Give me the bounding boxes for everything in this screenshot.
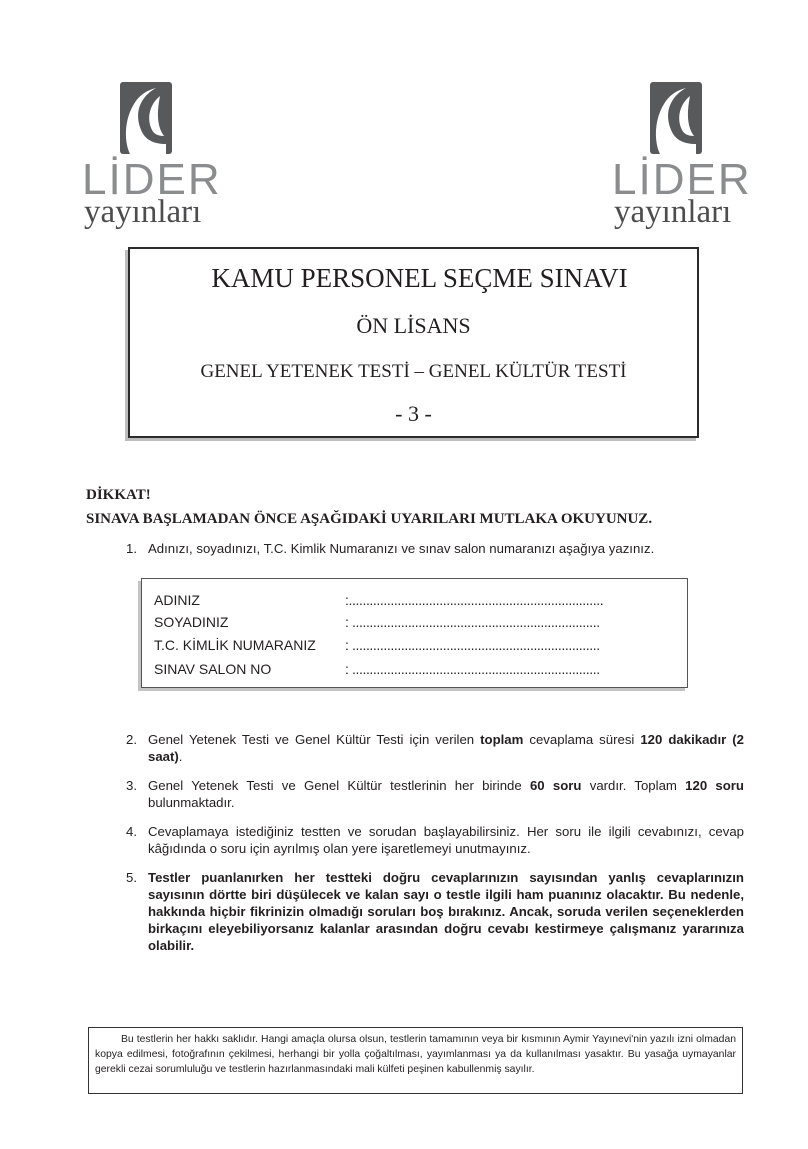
booklet-number: - 3 -: [395, 401, 432, 426]
instruction-text: Testler puanlanırken her testteki doğru cevaplarınızın sayısından yanlış cevaplarınızın sayısının dörtte biri düşülecek ve kalan sayı o testle ilgili ham puanınız olacaktır. Bu nedenle, hakkında hiçbir fikrinizin olmadığı soruları boş bırakınız. Ancak, soruda verilen seçeneklerden birkaçını eleyebiliyorsanız kalanlar arasından doğru cevabı kestirmeye çalışmanız yararınıza olabilir.: [148, 870, 744, 953]
logo-word: LİDER: [612, 155, 752, 204]
copyright-notice: Bu testlerin her hakkı saklıdır. Hangi amaçla olursa olsun, testlerin tamamının veya bir kısmının Aymir Yayınevi'nin yazılı izni olmadan kopya edilmesi, fotoğrafının çekilmesi, herhangi bir yolla çoğaltılması, yayımlanması ya da kullanılması yasaktır. Bu yasağa uymayanlar gerekli cezai sorumluluğu ve testlerin hazırlanmasındaki mali külfeti peşinen kabullenmiş sayılır.: [88, 1027, 743, 1094]
surname-label: SOYADINIZ: [154, 614, 229, 630]
candidate-info-form: [141, 578, 688, 688]
logo-sub: yayınları: [614, 194, 732, 230]
instruction-text: Cevaplamaya istediğiniz testten ve sorudan başlayabilirsiniz. Her soru ile ilgili cevabınızı, cevap kâğıdında o soru için ayrılmış olan yere işaretlemeyi unutmayınız.: [148, 824, 744, 856]
logo-sub: yayınları: [84, 194, 202, 230]
instruction-text: Genel Yetenek Testi ve Genel Kültür Testi için verilen toplam cevaplama süresi 120 dakikadır (2 saat).: [148, 732, 744, 764]
exam-level: ÖN LİSANS: [356, 313, 471, 338]
instruction-5: [126, 869, 744, 954]
warning-subtitle: SINAVA BAŞLAMADAN ÖNCE AŞAĞIDAKİ UYARILARI MUTLAKA OKUYUNUZ.: [86, 511, 653, 527]
logo-emblem-icon: [650, 82, 702, 154]
room-field[interactable]: : .......................................................................: [345, 661, 600, 677]
publisher-logo-right: [612, 82, 762, 232]
instruction-text: Adınızı, soyadınızı, T.C. Kimlik Numaranızı ve sınav salon numaranızı aşağıya yazınız.: [148, 541, 655, 556]
publisher-logo-left: [82, 82, 232, 232]
instruction-text: Genel Yetenek Testi ve Genel Kültür testlerinin her birinde 60 soru vardır. Toplam 120 soru bulunmaktadır.: [148, 778, 744, 810]
id-field[interactable]: : .......................................................................: [345, 637, 600, 653]
logo-emblem-icon: [120, 82, 172, 154]
instruction-number: 3.: [126, 778, 137, 793]
room-label: SINAV SALON NO: [154, 661, 272, 677]
name-field[interactable]: :.........................................................................: [345, 592, 604, 608]
instruction-1: [126, 540, 744, 557]
instruction-4: [126, 823, 744, 857]
instruction-number: 2.: [126, 732, 137, 747]
surname-field[interactable]: : .......................................................................: [345, 614, 600, 630]
warning-title: DİKKAT!: [86, 487, 151, 503]
instruction-number: 4.: [126, 824, 137, 839]
exam-title-box: [128, 247, 699, 438]
logo-word: LİDER: [82, 155, 222, 204]
name-label: ADINIZ: [154, 592, 200, 608]
instruction-2: [126, 731, 744, 765]
id-label: T.C. KİMLİK NUMARANIZ: [154, 637, 316, 653]
instruction-number: 1.: [126, 541, 137, 556]
instruction-3: [126, 777, 744, 811]
exam-subject: GENEL YETENEK TESTİ – GENEL KÜLTÜR TESTİ: [200, 361, 627, 382]
exam-title: KAMU PERSONEL SEÇME SINAVI: [211, 263, 628, 293]
instruction-number: 5.: [126, 870, 137, 885]
